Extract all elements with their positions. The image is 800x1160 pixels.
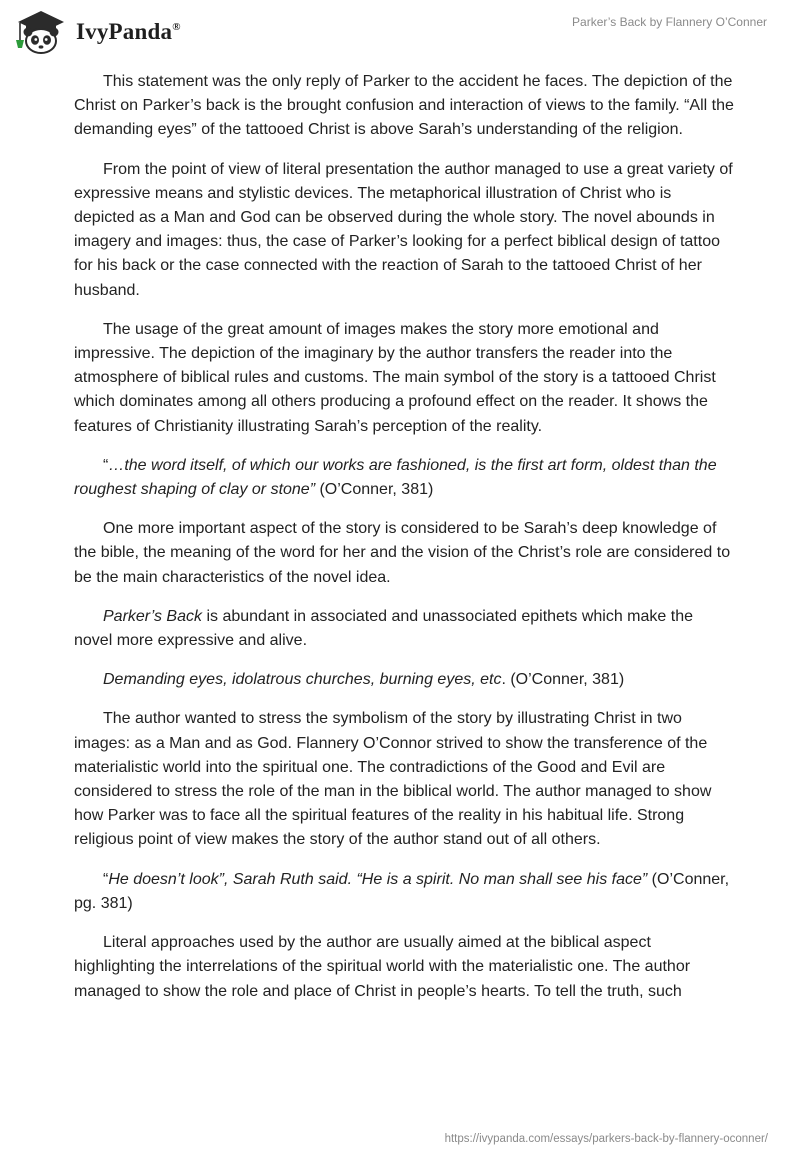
paragraph: Literal approaches used by the author are usually aimed at the biblical aspect highlighting the interrelations of the spiritual world with the materialistic one. The author managed to show the role and place of Christ in people’s hearts. To tell the truth, such bbox=[74, 934, 691, 1000]
paragraph: One more important aspect of the story is considered to be Sarah’s deep knowledge of the bible, the meaning of the word for her and the vision of the Christ’s role are considered to be the main characteristics of the novel idea. bbox=[74, 520, 731, 586]
document-title: Parker’s Back by Flannery O’Conner bbox=[572, 15, 767, 29]
essay-body bbox=[74, 70, 734, 1019]
paragraph: The usage of the great amount of images makes the story more emotional and impressive. The depiction of the imaginary by the author transfers the reader into the atmosphere of biblical rules and customs. The main symbol of the story is a tattooed Christ which dominates among all others producing a profound effect on the reader. It shows the features of Christianity illustrating Sarah’s perception of the reality. bbox=[74, 320, 716, 435]
brand-name bbox=[76, 19, 181, 45]
quote-text: …the word itself, of which our works are fashioned, is the first art form, oldest than the roughest shaping of clay or stone” bbox=[74, 456, 717, 499]
citation: (O’Conner, pg. 381) bbox=[74, 870, 730, 912]
paragraph bbox=[74, 605, 734, 653]
work-title: Parker’s Back bbox=[103, 607, 202, 625]
paragraph: From the point of view of literal presentation the author managed to use a great variety of expressive means and stylistic devices. The metaphorical illustration of Christ who is depicted as a Man and God can be observed during the whole story. The novel abounds in imagery and images: thus, the case of Parker’s looking for a perfect biblical design of tattoo for his back or the case connected with the reaction of Sarah to the tattooed Christ of her husband. bbox=[74, 160, 733, 299]
paragraph: The author wanted to stress the symbolism of the story by illustrating Christ in two images: as a Man and as God. Flannery O’Connor strived to show the transference of the materialistic world into the spiritual one. The contradictions of the Good and Evil are considered to stress the role of the man in the biblical world. The author managed to show how Parker was to face all the spiritual features of the reality in his habitual life. Strong religious point of view makes the story of the author stand out of all others. bbox=[74, 710, 712, 849]
paragraph: This statement was the only reply of Parker to the accident he faces. The depiction of the Christ on Parker’s back is the brought confusion and interaction of views to the family. “All the demanding eyes” of the tattooed Christ is above Sarah’s understanding of the religion. bbox=[74, 73, 734, 139]
block-quote bbox=[74, 868, 734, 916]
registered-mark: ® bbox=[172, 21, 181, 33]
quote-text: Demanding eyes, idolatrous churches, burning eyes, etc bbox=[103, 671, 502, 689]
paragraph-text: is abundant in associated and unassociated epithets which make the novel more expressive and alive. bbox=[74, 607, 693, 650]
quote-open-mark: “ bbox=[103, 870, 109, 888]
block-quote bbox=[74, 668, 734, 692]
quote-text: He doesn’t look”, Sarah Ruth said. “He is a spirit. No man shall see his face” bbox=[108, 870, 648, 888]
source-url-link[interactable]: https://ivypanda.com/essays/parkers-back-by-flannery-oconner/ bbox=[444, 1133, 768, 1145]
block-quote bbox=[74, 454, 734, 502]
page-header bbox=[0, 0, 800, 64]
brand-text: IvyPanda bbox=[76, 19, 173, 44]
quote-open-mark: “ bbox=[103, 456, 109, 474]
ivypanda-logo[interactable] bbox=[12, 8, 181, 56]
panda-graduate-icon bbox=[12, 8, 70, 56]
citation: . (O’Conner, 381) bbox=[501, 671, 625, 689]
citation: (O’Conner, 381) bbox=[315, 481, 434, 499]
